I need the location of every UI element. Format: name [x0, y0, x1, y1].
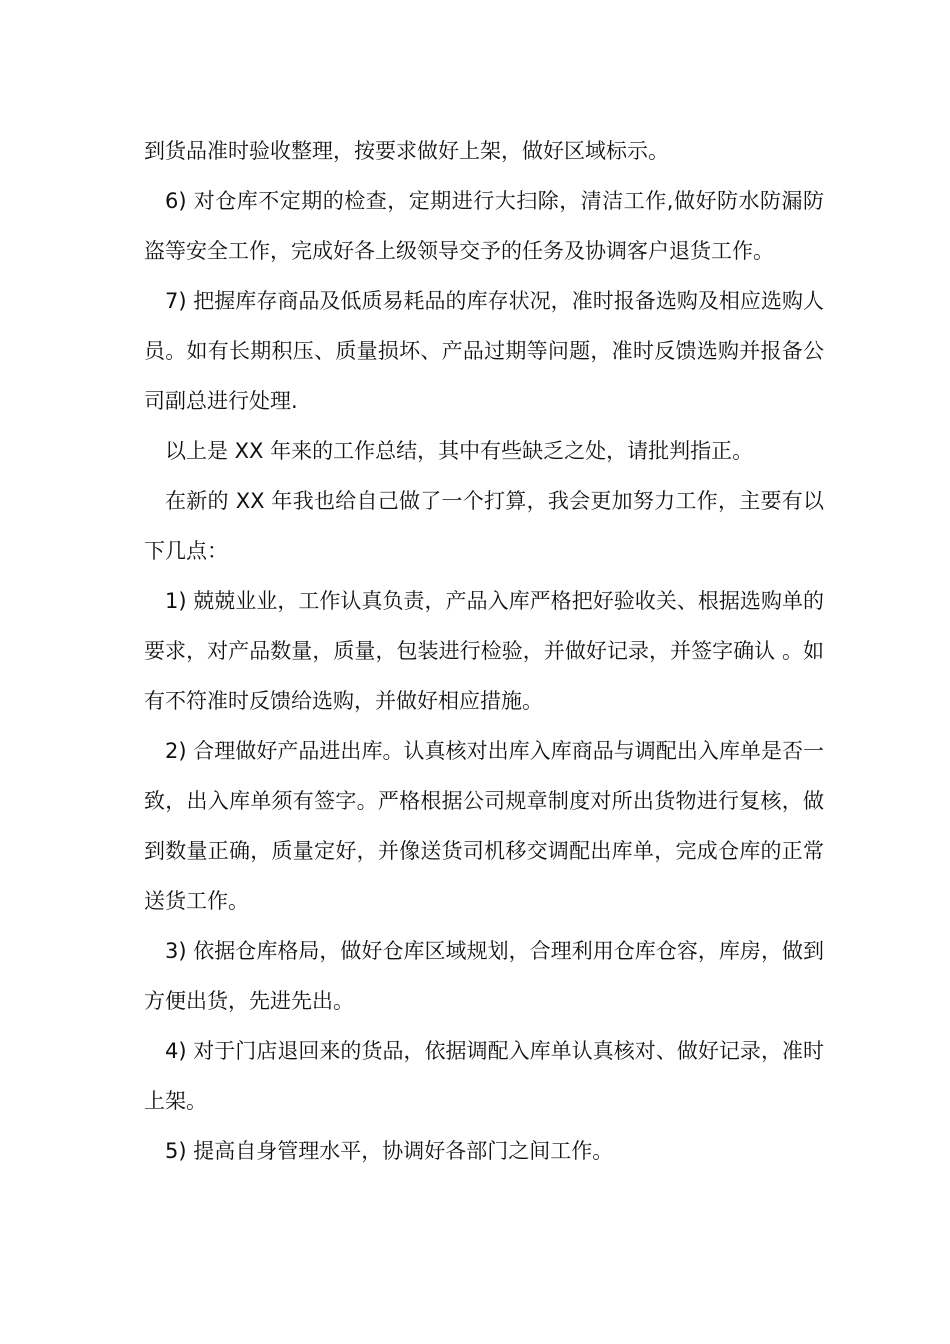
paragraph-plan-5: 5) 提高自身管理水平，协调好各部门之间工作。: [165, 1139, 614, 1163]
paragraph-plan-4: 4) 对于门店退回来的货品，依据调配入库单认真核对、做好记录，准时上架。: [144, 1039, 824, 1113]
paragraph-summary: 以上是 XX 年来的工作总结，其中有些缺乏之处，请批判指正。: [165, 439, 754, 463]
paragraph-item-6: 6) 对仓库不定期的检查，定期进行大扫除，清洁工作,做好防水防漏防盗等安全工作，完成好各上级领导交予的任务及协调客户退货工作。: [144, 189, 824, 263]
paragraph-item-7: 7) 把握库存商品及低质易耗品的库存状况，准时报备选购及相应选购人员。如有长期积压、质量损坏、产品过期等问题，准时反馈选购并报备公司副总进行处理.: [144, 289, 824, 413]
paragraph-plan-intro: 在新的 XX 年我也给自己做了一个打算，我会更加努力工作，主要有以下几点：: [144, 489, 824, 563]
paragraph-plan-3: 3) 依据仓库格局，做好仓库区域规划，合理利用仓库仓容，库房，做到方便出货，先进先出。: [144, 939, 824, 1013]
paragraph-plan-1: 1) 兢兢业业，工作认真负责，产品入库严格把好验收关、根据选购单的要求，对产品数量，质量，包装进行检验，并做好记录，并签字确认 。如有不符准时反馈给选购，并做好相应措施。: [144, 589, 824, 713]
paragraph-continuation: 到货品准时验收整理，按要求做好上架，做好区域标示。: [144, 139, 669, 163]
paragraph-plan-2: 2) 合理做好产品进出库。认真核对出库入库商品与调配出入库单是否一致，出入库单须有签字。严格根据公司规章制度对所出货物进行复核，做到数量正确，质量定好，并像送货司机移交调配出库单，完成仓库的正常送货工作。: [144, 739, 824, 913]
document-body: [144, 126, 824, 1176]
